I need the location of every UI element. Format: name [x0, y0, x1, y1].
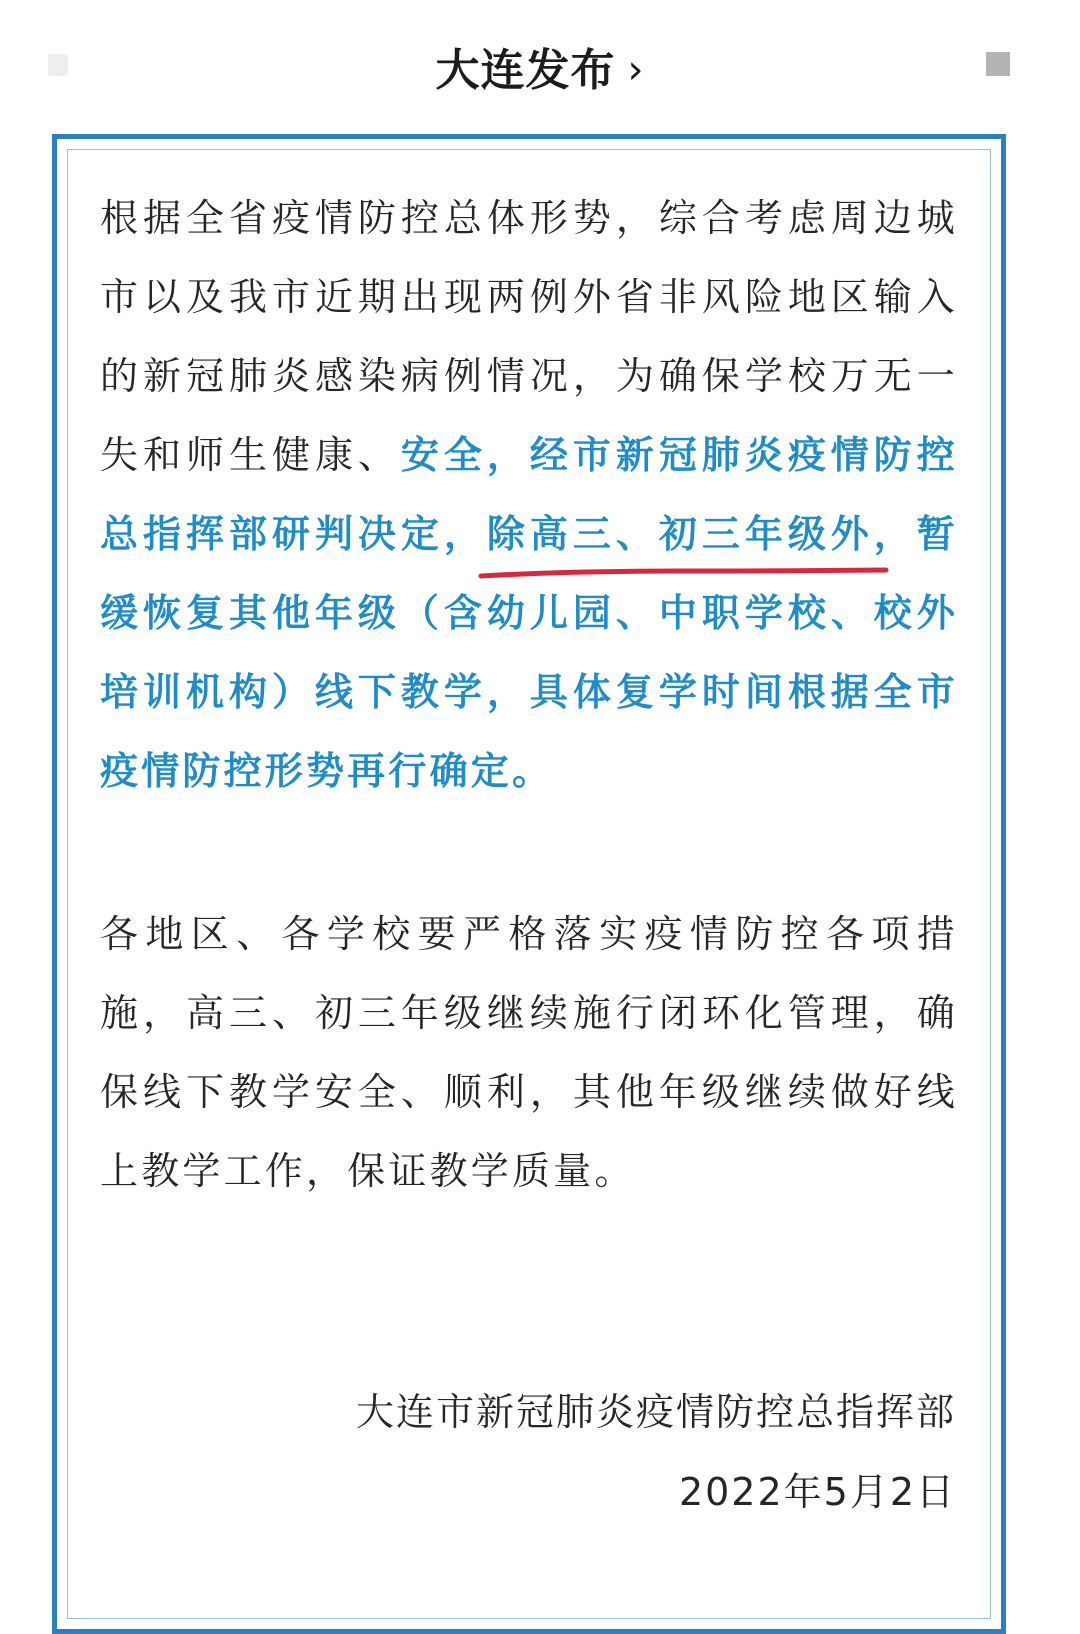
red-underline-annotation	[478, 565, 890, 581]
issue-date: 2022年5月2日	[678, 1470, 956, 1514]
account-title-link[interactable]	[0, 34, 1080, 98]
paragraph-1-plain: 根据全省疫情防控总体形势，综合考虑周边城市以及我市近期出现两例外省非风险地区输入的新冠肺炎感染病例情况，为确保学校万无一失和师生健康、	[100, 196, 958, 477]
paragraph-1-highlight-b: 除高三、初三年级外，	[486, 512, 917, 556]
notice-paragraph-2: 各地区、各学校要严格落实疫情防控各项措施，高三、初三年级继续施行闭环化管理，确保线下教学安全、顺利，其他年级继续做好线上教学工作，保证教学质量。	[100, 912, 958, 1193]
notice-signature	[356, 1372, 956, 1532]
chevron-right-icon: ›	[627, 47, 645, 93]
account-title: 大连发布	[435, 45, 616, 96]
issuer-name: 大连市新冠肺炎疫情防控总指挥部	[355, 1390, 956, 1434]
more-icon[interactable]	[986, 52, 1010, 76]
paragraph-1-highlight-a: 安全，经市新冠肺炎疫情防控总指挥部研判决定，	[100, 433, 958, 556]
top-bar	[0, 0, 1080, 128]
notice-paragraph-1	[100, 179, 958, 811]
red-underline-stroke	[481, 570, 886, 576]
paragraph-1-highlight-c: 暂缓恢复其他年级（含幼儿园、中职学校、校外培训机构）线下教学，具体复学时间根据全市疫情防控形势再行确定。	[100, 512, 958, 793]
